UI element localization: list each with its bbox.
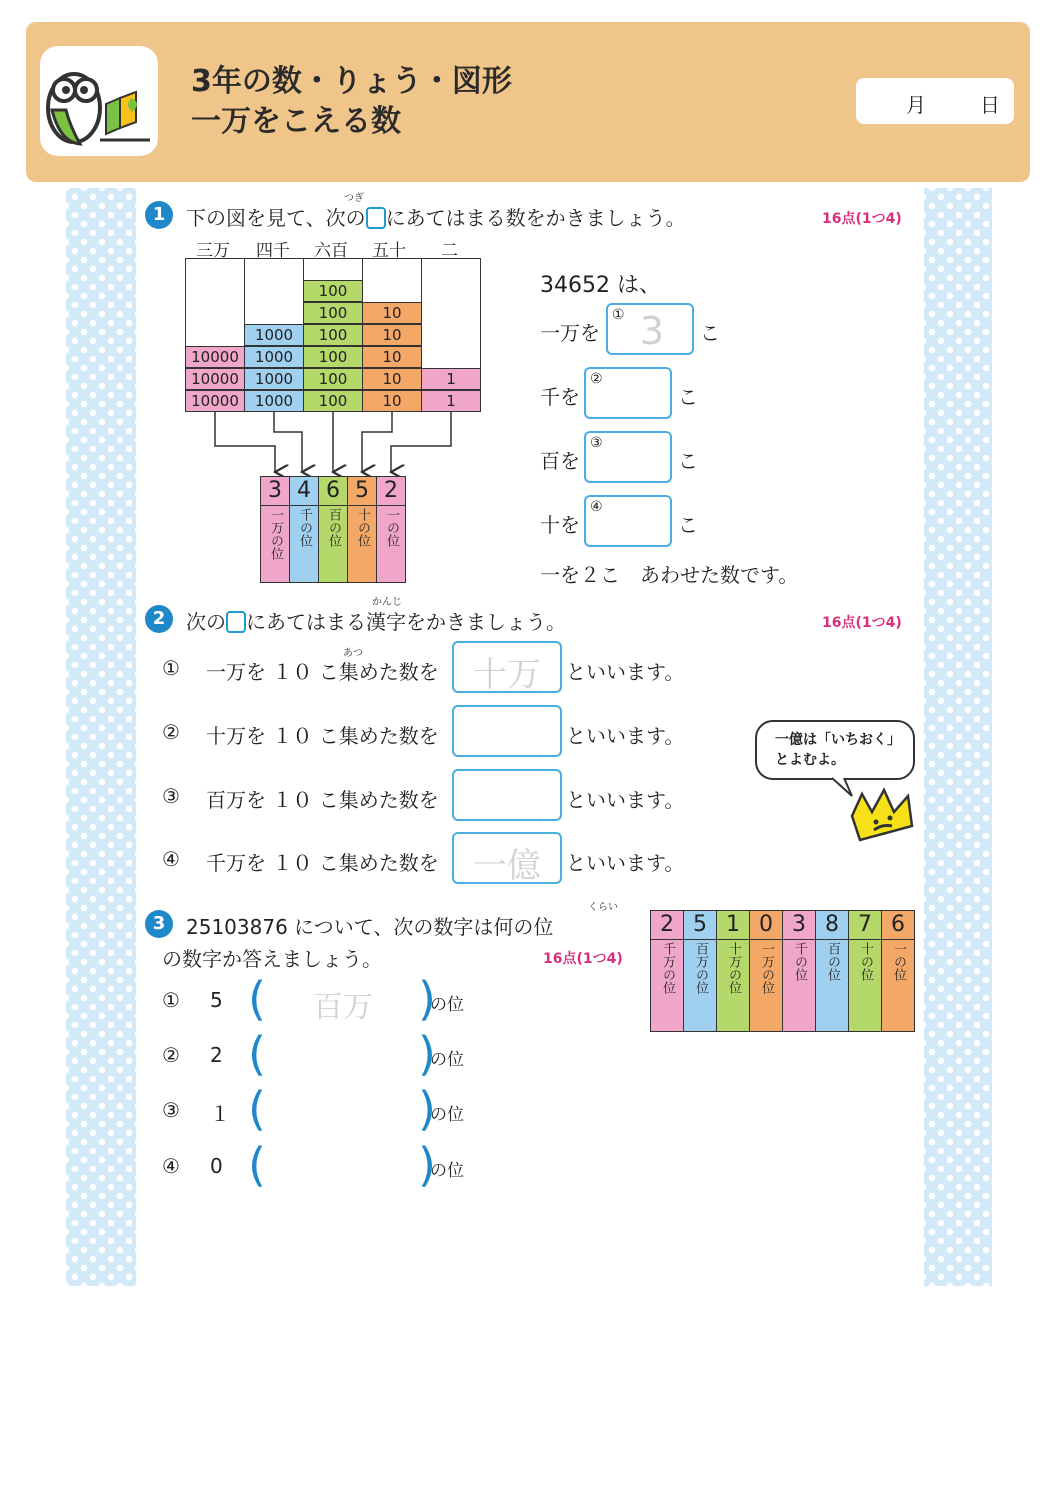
q3-item-4-mark: ④: [162, 1154, 180, 1178]
close-paren-icon: ): [418, 972, 436, 1026]
q2-item-3-mark: ③: [162, 784, 180, 808]
block-100: 100: [303, 346, 363, 368]
ruby-tsugi: つぎ: [344, 193, 364, 204]
open-paren-icon: (: [248, 1027, 266, 1081]
question-3-points: 16点(1つ4): [543, 951, 623, 967]
q2-item-3-text: 百万を １０ こ集めた数を: [206, 788, 439, 812]
q2-item-2-suffix: といいます。: [566, 724, 685, 748]
block-10: 10: [362, 302, 422, 324]
question-2-number: 2: [145, 605, 173, 633]
q3-item-2-digit: 2: [210, 1043, 223, 1067]
ruby-kurai: くらい: [588, 902, 618, 913]
place-column-hyaku: 6 百の位: [318, 476, 348, 583]
block-10000: 10000: [185, 390, 245, 412]
question-2-points: 16点(1つ4): [822, 615, 902, 631]
q2-answer-box-1[interactable]: [452, 641, 562, 693]
q3-answer-field-4[interactable]: [264, 1144, 414, 1188]
date-field[interactable]: [856, 78, 1014, 124]
q3-item-1-mark: ①: [162, 988, 180, 1012]
place-table-col-2: 5 百万の位: [683, 910, 717, 1032]
month-label: 月: [906, 93, 926, 117]
q2-item-1-suffix: といいます。: [566, 660, 685, 684]
block-1: 1: [421, 390, 481, 412]
q2-item-4-suffix: といいます。: [566, 851, 685, 875]
blank-box-icon: [226, 611, 246, 633]
ruby-atsu: あつ: [343, 648, 363, 659]
block-10: 10: [362, 368, 422, 390]
q3-item-3-mark: ③: [162, 1098, 180, 1122]
q1-row-4-suffix: こ: [678, 513, 698, 537]
question-1-number: 1: [145, 201, 173, 229]
block-1000: 1000: [244, 368, 304, 390]
place-column-sen: 4 千の位: [289, 476, 319, 583]
q2-answer-box-4[interactable]: [452, 832, 562, 884]
place-column-man: 3 一万の位: [260, 476, 290, 583]
blank-box-icon: [366, 207, 386, 229]
left-dotted-border: [66, 188, 144, 1286]
q1-row-1-label: 一万を: [540, 321, 600, 345]
right-dotted-border: [914, 188, 992, 1286]
q3-item-4-suffix: の位: [430, 1161, 464, 1181]
q2-example-answer-1: 十万: [473, 655, 541, 695]
q1-row-4-label: 十を: [540, 513, 580, 537]
q3-answer-field-2[interactable]: [264, 1033, 414, 1077]
place-value-table: [650, 910, 916, 1032]
place-column-juu: 5 十の位: [347, 476, 377, 583]
place-table-col-7: 7 十の位: [848, 910, 882, 1032]
open-paren-icon: (: [248, 1082, 266, 1136]
q1-answer-box-2[interactable]: ②: [584, 367, 672, 419]
close-paren-icon: ): [418, 1027, 436, 1081]
block-100: 100: [303, 280, 363, 302]
block-10000: 10000: [185, 346, 245, 368]
block-10: 10: [362, 390, 422, 412]
place-table-col-8: 6 一の位: [881, 910, 915, 1032]
question-1-points: 16点(1つ4): [822, 211, 902, 227]
q1-row-2-label: 千を: [540, 385, 580, 409]
page-title: [191, 62, 512, 142]
place-table-col-3: 1 十万の位: [716, 910, 750, 1032]
place-table-col-6: 8 百の位: [815, 910, 849, 1032]
open-paren-icon: (: [248, 972, 266, 1026]
place-column-ichi: 2 一の位: [376, 476, 406, 583]
q1-row-3-suffix: こ: [678, 449, 698, 473]
q1-row-2-suffix: こ: [678, 385, 698, 409]
block-1000: 1000: [244, 346, 304, 368]
q1-example-answer: 3: [639, 309, 665, 353]
q1-row-3-label: 百を: [540, 449, 580, 473]
block-100: 100: [303, 302, 363, 324]
arrows-diagram: [180, 410, 490, 480]
open-paren-icon: (: [248, 1138, 266, 1192]
close-paren-icon: ): [418, 1138, 436, 1192]
worksheet-header: [26, 22, 1030, 182]
q3-item-1-suffix: の位: [430, 995, 464, 1015]
close-paren-icon: ): [418, 1082, 436, 1136]
q3-item-3-suffix: の位: [430, 1105, 464, 1125]
col-header-yonsen: 四千: [256, 241, 290, 261]
q1-closing-text: 一を２こ あわせた数です。: [540, 563, 799, 587]
q2-example-answer-4: 一億: [473, 846, 541, 886]
col-header-ni: 二: [441, 241, 458, 261]
day-label: 日: [980, 93, 1000, 117]
q2-item-2-mark: ②: [162, 720, 180, 744]
q3-answer-field-3[interactable]: [264, 1088, 414, 1132]
ruby-kanji: かんじ: [372, 597, 402, 608]
block-1: 1: [421, 368, 481, 390]
col-header-roppyaku: 六百: [314, 241, 348, 261]
question-3-text-line2: の数字か答えましょう。: [162, 947, 382, 971]
q2-item-3-suffix: といいます。: [566, 788, 685, 812]
q2-answer-box-2[interactable]: [452, 705, 562, 757]
q3-item-1-digit: 5: [210, 988, 223, 1012]
col-header-sanman: 三万: [196, 241, 230, 261]
crown-mascot-icon: [848, 786, 920, 850]
hint-bubble: 一億は「いちおく」 とよむよ。: [755, 720, 915, 780]
title-line-1: 3年の数・りょう・図形: [191, 64, 512, 99]
block-10: 10: [362, 324, 422, 346]
title-line-2: 一万をこえる数: [191, 104, 401, 139]
question-1-text: 下の図を見て、次の にあてはまる数をかきましょう。: [186, 206, 686, 230]
q2-item-4-mark: ④: [162, 847, 180, 871]
owl-book-logo: [40, 46, 158, 156]
q2-item-1-mark: ①: [162, 656, 180, 680]
question-2-text: 次の にあてはまる漢字をかきましょう。: [186, 610, 566, 634]
block-10000: 10000: [185, 368, 245, 390]
block-1000: 1000: [244, 324, 304, 346]
block-10: 10: [362, 346, 422, 368]
place-table-col-4: 0 一万の位: [749, 910, 783, 1032]
place-table-col-5: 3 千の位: [782, 910, 816, 1032]
question-3-text-line1: 25103876 について、次の数字は何の位: [186, 915, 554, 939]
q1-answer-box-3[interactable]: ③: [584, 431, 672, 483]
q3-item-3-digit: １: [210, 1102, 230, 1126]
block-100: 100: [303, 368, 363, 390]
q3-example-answer: 百万: [313, 990, 373, 1025]
q1-answer-box-4[interactable]: ④: [584, 495, 672, 547]
block-1000: 1000: [244, 390, 304, 412]
q2-item-1-text: 一万を １０ こ集めた数を: [206, 660, 439, 684]
q3-item-4-digit: 0: [210, 1154, 223, 1178]
question-3-number: 3: [145, 910, 173, 938]
owl-icon: [40, 46, 158, 156]
q1-answer-box-1[interactable]: ① 3: [606, 303, 694, 355]
q3-item-2-mark: ②: [162, 1043, 180, 1067]
q2-answer-box-3[interactable]: [452, 769, 562, 821]
block-100: 100: [303, 324, 363, 346]
q1-number-text: 34652 は、: [540, 273, 661, 298]
block-100: 100: [303, 390, 363, 412]
q2-item-2-text: 十万を １０ こ集めた数を: [206, 724, 439, 748]
q1-row-1-suffix: こ: [700, 321, 720, 345]
place-table-col-1: 2 千万の位: [650, 910, 684, 1032]
q2-item-4-text: 千万を １０ こ集めた数を: [206, 851, 439, 875]
q3-answer-field-1[interactable]: [264, 978, 414, 1022]
q3-item-2-suffix: の位: [430, 1050, 464, 1070]
col-header-gojuu: 五十: [372, 241, 406, 261]
